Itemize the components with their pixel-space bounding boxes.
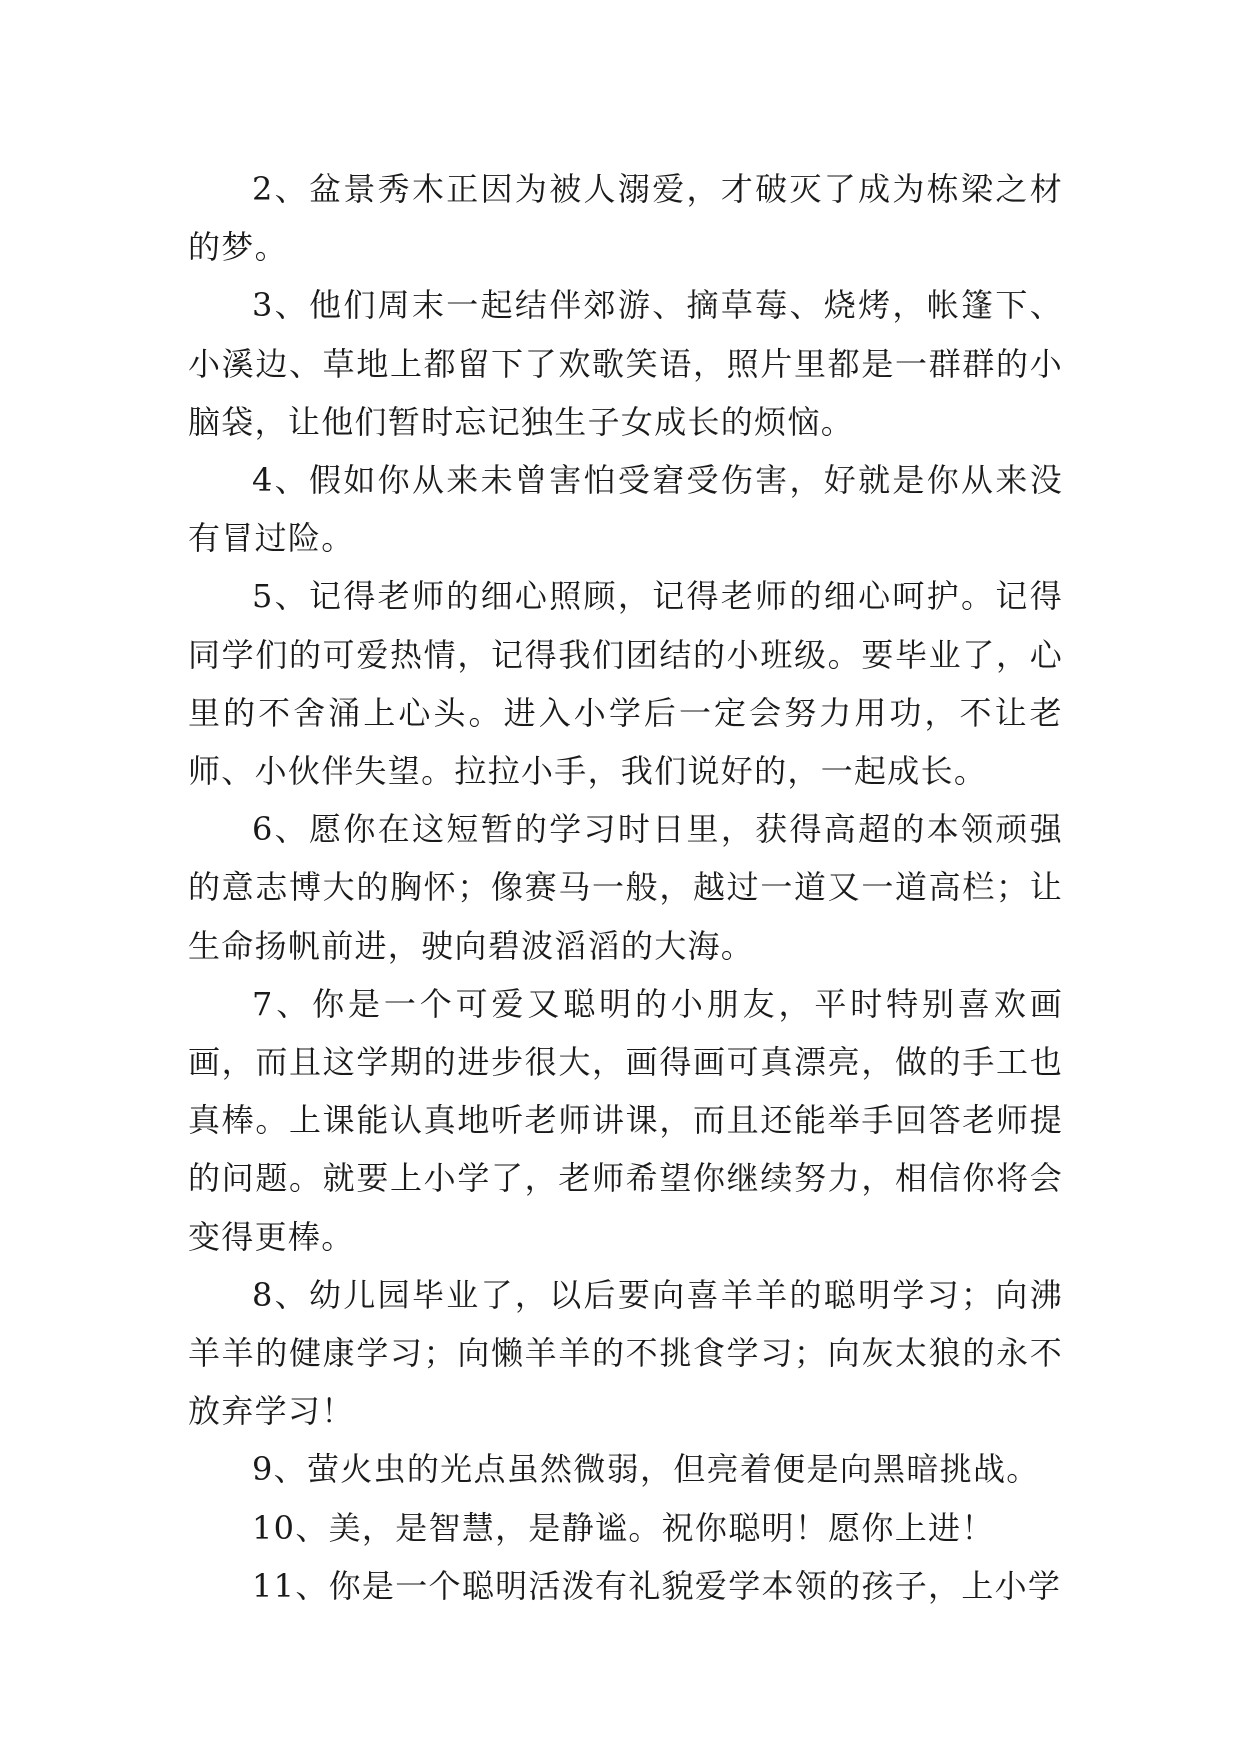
paragraph-4: 4、假如你从来未曾害怕受窘受伤害，好就是你从来没有冒过险。: [188, 461, 1063, 558]
paragraph-8: 8、幼儿园毕业了，以后要向喜羊羊的聪明学习；向沸羊羊的健康学习；向懒羊羊的不挑食学习；向灰太狼的永不放弃学习！: [188, 1275, 1063, 1431]
paragraph-11: 11、你是一个聪明活泼有礼貌爱学本领的孩子，上小学: [252, 1566, 1062, 1605]
paragraph-2: 2、盆景秀木正因为被人溺爱，才破灭了成为栋梁之材的梦。: [188, 170, 1063, 267]
paragraph-9: 9、萤火虫的光点虽然微弱，但亮着便是向黑暗挑战。: [252, 1450, 1040, 1489]
paragraph-7: 7、你是一个可爱又聪明的小朋友，平时特别喜欢画画，而且这学期的进步很大，画得画可真漂亮，做的手工也真棒。上课能认真地听老师讲课，而且还能举手回答老师提的问题。就要上小学了，老师希望你继续努力，相信你将会变得更棒。: [188, 984, 1063, 1256]
paragraph-3: 3、他们周末一起结伴郊游、摘草莓、烧烤，帐篷下、小溪边、草地上都留下了欢歌笑语，照片里都是一群群的小脑袋，让他们暂时忘记独生子女成长的烦恼。: [188, 286, 1063, 441]
paragraph-5: 5、记得老师的细心照顾，记得老师的细心呵护。记得同学们的可爱热情，记得我们团结的小班级。要毕业了，心里的不舍涌上心头。进入小学后一定会努力用功，不让老师、小伙伴失望。拉拉小手，我们说好的，一起成长。: [188, 577, 1063, 791]
paragraph-6: 6、愿你在这短暂的学习时日里，获得高超的本领顽强的意志博大的胸怀；像赛马一般，越过一道又一道高栏；让生命扬帆前进，驶向碧波滔滔的大海。: [188, 810, 1063, 965]
document-body: [188, 160, 1063, 1615]
paragraph-10: 10、美，是智慧，是静谧。祝你聪明！愿你上进！: [252, 1508, 995, 1547]
